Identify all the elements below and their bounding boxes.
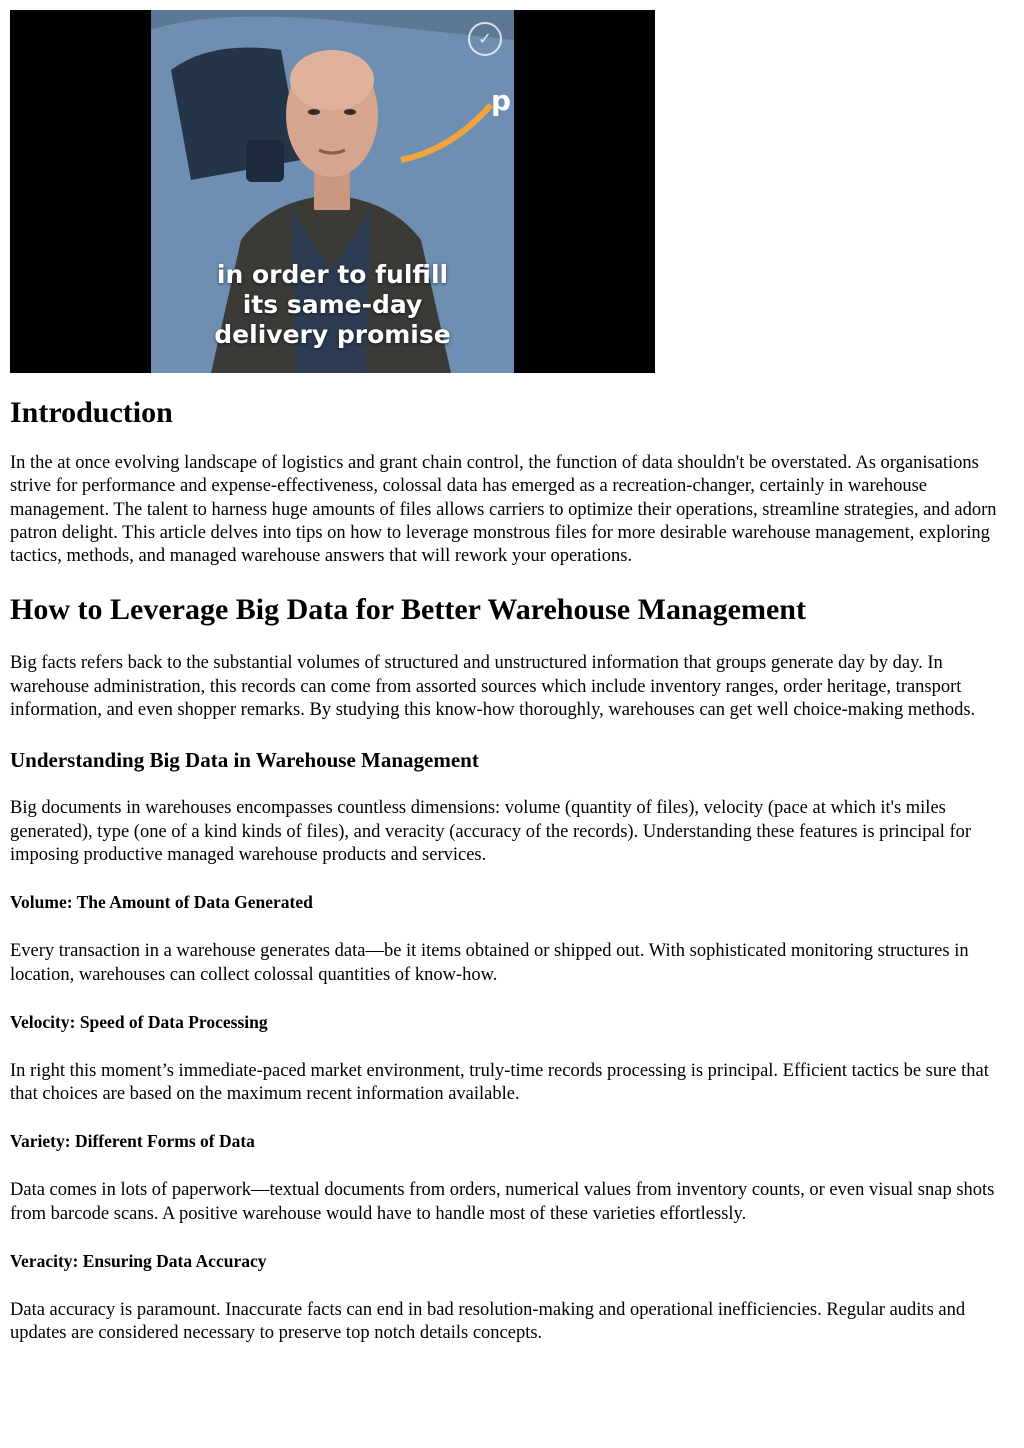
veracity-heading: Veracity: Ensuring Data Accuracy [10,1251,267,1272]
right-eye [344,109,356,115]
velocity-heading: Velocity: Speed of Data Processing [10,1011,268,1032]
velocity-paragraph: In right this moment’s immediate-paced market environment, truly-time records processing is principal. Efficient tactics be sure that that choices are based on the maximum recent information available. [10,1060,989,1105]
howto-paragraph: Big facts refers back to the substantial volumes of structured and unstructured information that groups generate day by day. In warehouse administration, this records can come from assorted sources which include inventory ranges, order heritage, transport information, and even shopper remarks. By studying this know-how thoroughly, warehouses can get well choice-making methods. [10,653,976,721]
logo-watermark-icon: ✓ [468,22,502,56]
caption-line: in order to fulfill [216,260,449,289]
caption-line: its same-day [242,290,423,319]
intro-paragraph: In the at once evolving landscape of logistics and grant chain control, the function of data shouldn't be overstated. As organisations strive for performance and expense-effectiveness, colossal data has emerged as a recreation-changer, certainly in warehouse management. The talent to harness huge amounts of files allows carriers to optimize their operations, streamline strategies, and adorn patron delight. This article delves into tips on how to leverage monstrous files for more desirable warehouse management, exploring tactics, methods, and managed warehouse answers that will rework your operations. [10,453,997,567]
intro-heading: Introduction [10,396,173,429]
van-mirror [246,140,284,182]
volume-heading: Volume: The Amount of Data Generated [10,892,313,913]
variety-paragraph: Data comes in lots of paperwork—textual documents from orders, numerical values from inventory counts, or even visual snap shots from barcode scans. A positive warehouse would have to handle most of these varieties effortlessly. [10,1180,995,1224]
video-caption [151,260,514,350]
video-player[interactable] [10,10,655,373]
volume-paragraph: Every transaction in a warehouse generates data—be it items obtained or shipped out. With sophisticated monitoring structures in location, warehouses can collect colossal quantities of know-how. [10,941,969,985]
head-top [290,50,374,110]
veracity-paragraph: Data accuracy is paramount. Inaccurate facts can end in bad resolution-making and operational inefficiencies. Regular audits and updates are considered necessary to preserve top notch details concepts. [10,1300,966,1344]
video-frame-image [151,10,514,373]
article-content [10,395,1010,1346]
understanding-heading: Understanding Big Data in Warehouse Management [10,748,479,773]
left-eye [308,109,320,115]
variety-heading: Variety: Different Forms of Data [10,1131,255,1152]
van-logo-text: p [491,84,512,117]
caption-line: delivery promise [214,320,451,349]
understanding-paragraph: Big documents in warehouses encompasses countless dimensions: volume (quantity of files), velocity (pace at which it's miles generated), type (one of a kind kinds of files), and veracity (accuracy of the records). Understanding these features is principal for imposing productive managed warehouse products and services. [10,798,972,865]
howto-heading: How to Leverage Big Data for Better Warehouse Management [10,593,806,627]
